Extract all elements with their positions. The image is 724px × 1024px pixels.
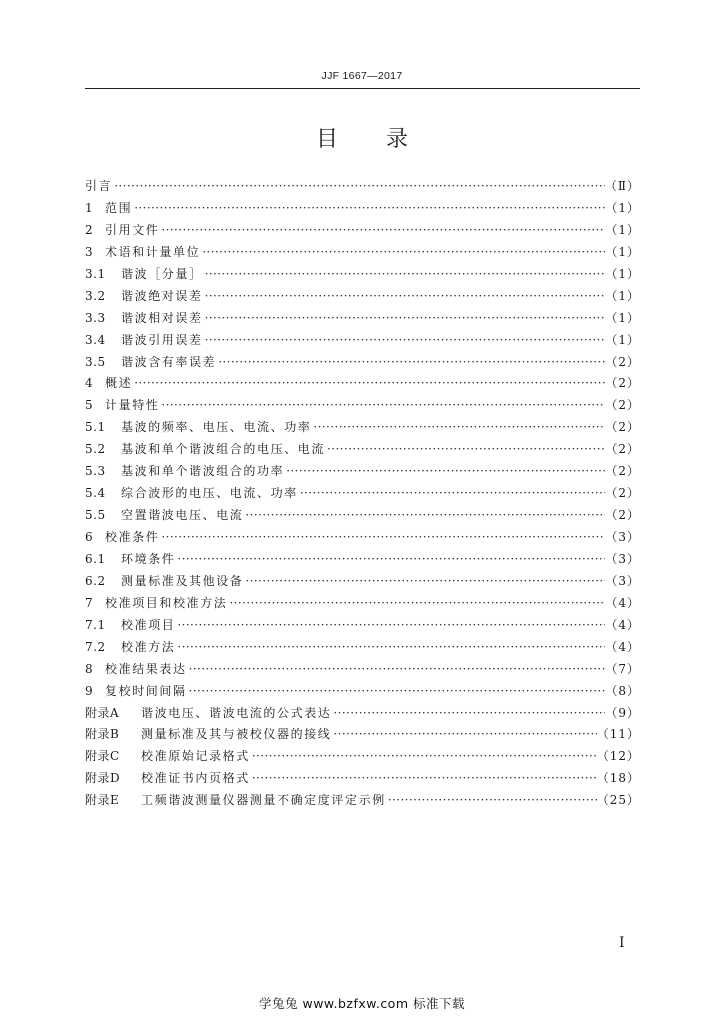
toc-entry-label: 校准结果表达 (105, 661, 187, 676)
toc-entry-label: 术语和计量单位 (105, 244, 201, 259)
toc-entry-number: 6.1 (85, 551, 106, 566)
toc-entry[interactable] (85, 527, 640, 549)
toc-entry-page: （1） (605, 310, 640, 325)
toc-entry-page: （1） (605, 222, 640, 237)
toc-entry-page: （1） (605, 200, 640, 215)
toc-entry-page: （25） (596, 793, 640, 808)
toc-entry[interactable] (85, 681, 640, 703)
toc-entry[interactable] (85, 593, 640, 615)
toc-entry-label: 谐波电压、谐波电流的公式表达 (141, 705, 332, 720)
toc-entry-label: 校准证书内页格式 (141, 771, 250, 786)
toc-dot-leader (227, 593, 605, 615)
toc-dot-leader (284, 461, 605, 483)
toc-entry[interactable] (85, 286, 640, 308)
toc-entry[interactable] (85, 637, 640, 659)
toc-entry-label: 工频谐波测量仪器测量不确定度评定示例 (141, 793, 386, 808)
toc-entry-page: （2） (605, 354, 640, 369)
toc-dot-leader (175, 549, 605, 571)
toc-entry-page: （4） (605, 617, 640, 632)
toc-dot-leader (250, 768, 597, 790)
toc-entry-label: 校准项目和校准方法 (105, 595, 228, 610)
toc-entry-label: 谐波引用误差 (121, 332, 203, 347)
toc-entry[interactable] (85, 373, 640, 395)
toc-entry-page: （1） (605, 266, 640, 281)
toc-entry-number: 7.2 (85, 639, 106, 654)
toc-dot-leader (200, 242, 605, 264)
toc-entry[interactable] (85, 724, 640, 746)
toc-entry-label: 综合波形的电压、电流、功率 (121, 486, 298, 501)
toc-entry[interactable] (85, 659, 640, 681)
toc-dot-leader (243, 571, 605, 593)
toc-entry[interactable] (85, 198, 640, 220)
toc-entry-page: （2） (605, 442, 640, 457)
toc-entry-number: 7 (85, 595, 94, 610)
toc-entry-label: 校准方法 (121, 639, 176, 654)
toc-entry-number: 3.1 (85, 266, 106, 281)
toc-entry-label: 谐波相对误差 (121, 310, 203, 325)
standard-code-header: JJF 1667—2017 (321, 70, 403, 82)
toc-entry-page: （1） (605, 288, 640, 303)
toc-entry-page: （2） (605, 376, 640, 391)
toc-entry[interactable] (85, 395, 640, 417)
toc-dot-leader (159, 527, 605, 549)
toc-entry-label: 范围 (105, 200, 133, 215)
toc-dot-leader (386, 790, 597, 812)
toc-entry-number: 5 (85, 398, 94, 413)
toc-dot-leader (159, 220, 605, 242)
toc-dot-leader (132, 198, 605, 220)
toc-entry-label: 测量标准及其与被校仪器的接线 (141, 727, 332, 742)
header-divider (85, 88, 640, 89)
toc-entry[interactable] (85, 417, 640, 439)
toc-entry-page: （2） (605, 420, 640, 435)
toc-dot-leader (203, 286, 606, 308)
toc-dot-leader (112, 176, 605, 198)
toc-entry-label: 校准项目 (121, 617, 176, 632)
toc-dot-leader (331, 703, 605, 725)
toc-entry[interactable] (85, 176, 640, 198)
toc-entry-page: （2） (605, 486, 640, 501)
toc-dot-leader (203, 264, 606, 286)
toc-entry-page: （Ⅱ） (604, 179, 640, 193)
toc-dot-leader (203, 308, 606, 330)
toc-entry-number: 3.3 (85, 310, 106, 325)
toc-entry[interactable] (85, 330, 640, 352)
toc-entry-number: 3 (85, 244, 94, 259)
toc-entry-page: （18） (596, 771, 640, 786)
toc-entry[interactable] (85, 768, 640, 790)
toc-entry-number: 5.2 (85, 442, 106, 457)
toc-entry-page: （1） (605, 244, 640, 259)
toc-entry-label: 引用文件 (105, 222, 160, 237)
toc-entry-page: （12） (596, 749, 640, 764)
toc-entry-label: 校准条件 (105, 530, 160, 544)
toc-entry-page: （4） (605, 595, 640, 610)
page-number: Ⅰ (619, 935, 625, 951)
toc-entry-label: 基波的频率、电压、电流、功率 (121, 420, 312, 435)
toc-dot-leader (331, 724, 596, 746)
toc-entry-page: （8） (605, 683, 640, 698)
toc-dot-leader (311, 417, 605, 439)
toc-entry-label: 计量特性 (105, 398, 160, 413)
toc-entry-number: 5.1 (85, 420, 106, 435)
toc-entry-label: 概述 (105, 376, 133, 391)
toc-entry-label: 校准原始记录格式 (141, 749, 250, 764)
toc-entry-page: （2） (605, 508, 640, 523)
footer-watermark-text: 学兔兔 www.bzfxw.com 标准下载 (259, 996, 465, 1011)
table-of-contents (85, 176, 640, 812)
toc-entry-label: 空置谐波电压、电流 (121, 508, 244, 523)
toc-entry-number: 2 (85, 222, 94, 237)
toc-entry-label: 基波和单个谐波组合的功率 (121, 464, 285, 479)
toc-entry-number: 附录A (85, 705, 120, 720)
toc-entry-label: 环境条件 (121, 551, 176, 566)
toc-entry[interactable] (85, 242, 640, 264)
toc-entry-page: （1） (605, 332, 640, 347)
toc-entry[interactable] (85, 505, 640, 527)
toc-dot-leader (132, 373, 605, 395)
toc-entry-page: （7） (605, 661, 640, 676)
page-title: 目录 (315, 127, 456, 152)
toc-dot-leader (159, 395, 605, 417)
toc-entry-number: 附录C (85, 749, 120, 764)
toc-dot-leader (175, 615, 605, 637)
toc-dot-leader (203, 330, 606, 352)
toc-entry-number: 4 (85, 376, 94, 391)
toc-entry-label: 引言 (85, 179, 113, 193)
toc-entry-number: 5.3 (85, 464, 106, 479)
toc-entry-label: 谐波含有率误差 (121, 354, 217, 369)
toc-dot-leader (325, 439, 605, 461)
toc-entry[interactable] (85, 703, 640, 725)
toc-entry-number: 3.4 (85, 332, 106, 347)
toc-dot-leader (298, 483, 606, 505)
toc-entry-page: （11） (596, 727, 640, 742)
toc-entry-page: （3） (605, 551, 640, 566)
toc-entry[interactable] (85, 220, 640, 242)
toc-entry-label: 谐波［分量］ (121, 266, 203, 281)
toc-entry-page: （9） (605, 705, 640, 720)
toc-entry[interactable] (85, 549, 640, 571)
toc-entry[interactable] (85, 264, 640, 286)
toc-entry-label: 复校时间间隔 (105, 683, 187, 698)
toc-entry-page: （4） (605, 639, 640, 654)
toc-entry-number: 6.2 (85, 573, 106, 588)
toc-entry[interactable] (85, 352, 640, 374)
toc-entry-number: 3.5 (85, 354, 106, 369)
toc-entry-number: 5.4 (85, 486, 106, 501)
toc-entry-number: 6 (85, 530, 94, 544)
toc-entry-label: 基波和单个谐波组合的电压、电流 (121, 442, 326, 457)
toc-entry[interactable] (85, 615, 640, 637)
toc-entry-label: 测量标准及其他设备 (121, 573, 244, 588)
toc-dot-leader (243, 505, 605, 527)
toc-dot-leader (216, 352, 605, 374)
toc-entry[interactable] (85, 483, 640, 505)
toc-entry[interactable] (85, 461, 640, 483)
toc-entry[interactable] (85, 571, 640, 593)
toc-entry[interactable] (85, 308, 640, 330)
toc-entry-number: 3.2 (85, 288, 106, 303)
toc-entry[interactable] (85, 439, 640, 461)
toc-entry-page: （2） (605, 464, 640, 479)
toc-entry-number: 9 (85, 683, 94, 698)
toc-dot-leader (187, 659, 606, 681)
toc-dot-leader (250, 746, 597, 768)
toc-entry[interactable] (85, 790, 640, 812)
toc-entry-number: 附录B (85, 727, 120, 742)
toc-entry-page: （3） (605, 573, 640, 588)
toc-entry-page: （3） (605, 530, 640, 544)
toc-entry-number: 8 (85, 661, 94, 676)
toc-dot-leader (187, 681, 606, 703)
toc-entry-label: 谐波绝对误差 (121, 288, 203, 303)
toc-dot-leader (175, 637, 605, 659)
toc-entry-page: （2） (605, 398, 640, 413)
toc-entry-number: 1 (85, 200, 94, 215)
toc-entry-number: 5.5 (85, 508, 106, 523)
toc-entry-number: 附录D (85, 771, 121, 786)
toc-entry-number: 附录E (85, 793, 120, 808)
toc-entry[interactable] (85, 746, 640, 768)
toc-entry-number: 7.1 (85, 617, 106, 632)
